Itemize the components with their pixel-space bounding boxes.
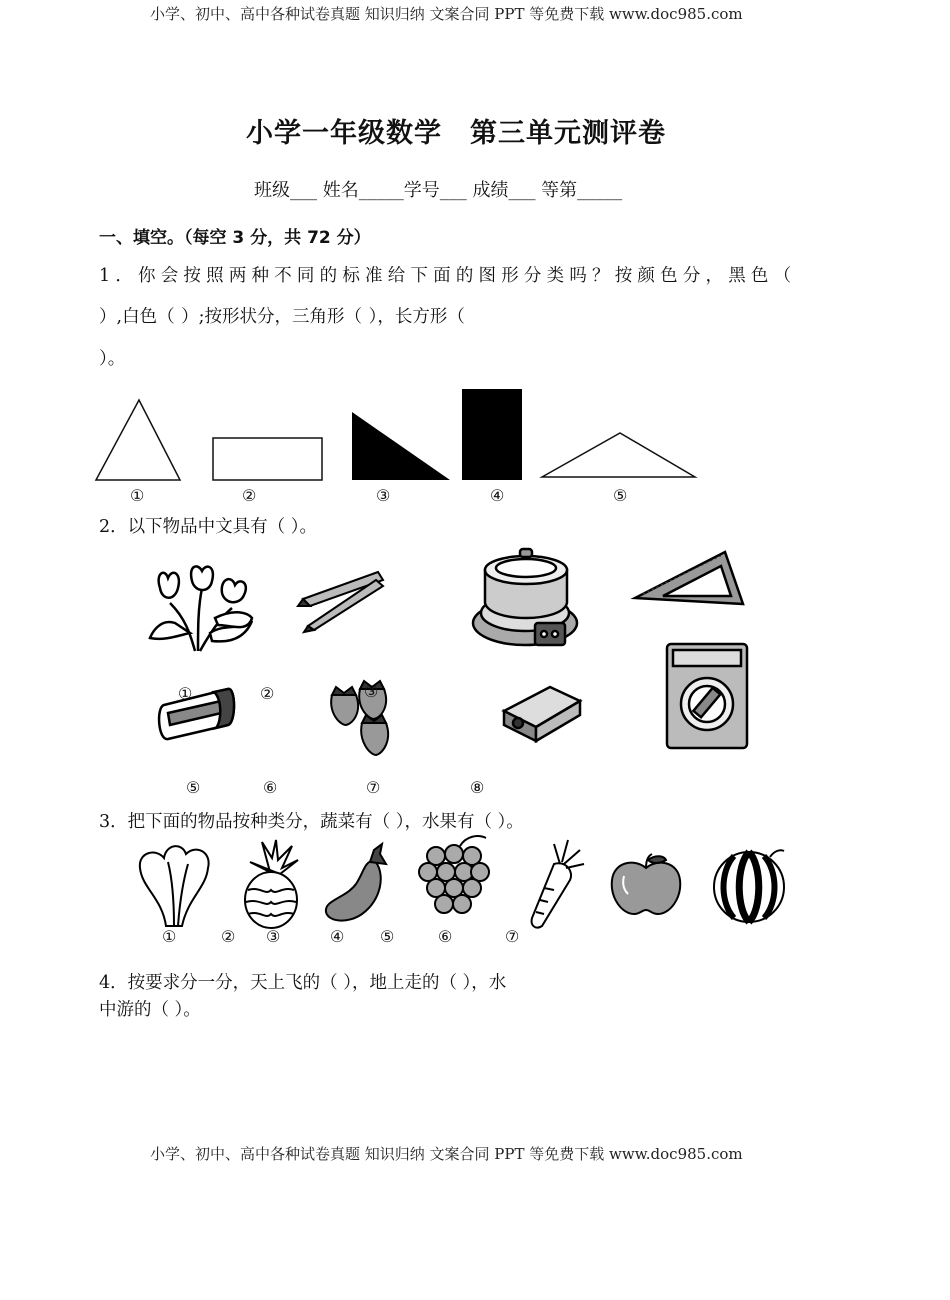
carrot-image	[524, 838, 588, 930]
student-info-line: 班级___ 姓名_____学号___ 成绩___ 等第_____	[254, 180, 623, 201]
q1-line3: ）。	[99, 349, 126, 369]
apple-image	[608, 852, 684, 918]
shape-label-3: ③	[376, 486, 391, 505]
q2-label-7: ⑦	[366, 778, 381, 797]
pencils-image	[298, 566, 393, 631]
q2-label-5: ⑤	[186, 778, 201, 797]
q4-line1: 4．按要求分一分，天上飞的（ ），地上走的（ ），水	[99, 973, 507, 993]
q3-label-6: ⑥	[438, 927, 453, 946]
q1-line2: ）,白色（ ）;按形状分，三角形（ ），长方形（	[99, 307, 465, 327]
q2-label-3: ③	[364, 682, 379, 701]
q1-line1: 1．你会按照两种不同的标准给下面的图形分类吗？按颜色分，黑色（	[99, 266, 797, 286]
grapes-image	[416, 832, 494, 922]
watermelon-image	[712, 845, 790, 925]
section-heading: 一、填空。（每空 3 分，共 72 分）	[99, 228, 371, 248]
q3-label-3: ③	[266, 927, 281, 946]
triangle-ruler-image	[633, 548, 748, 610]
page-title: 小学一年级数学 第三单元测评卷	[246, 118, 666, 149]
q3-label-1: ①	[162, 927, 177, 946]
q3-label-4: ④	[330, 927, 345, 946]
electric-cooker-image	[470, 545, 585, 655]
strawberries-image	[326, 673, 396, 758]
q2-label-2: ②	[260, 684, 275, 703]
shape-label-2: ②	[242, 486, 257, 505]
q3-label-2: ②	[221, 927, 236, 946]
shape-label-4: ④	[490, 486, 505, 505]
q2-label-1: ①	[178, 684, 193, 703]
shape-label-5: ⑤	[613, 486, 628, 505]
eraser-image	[156, 683, 238, 743]
washing-machine-image	[663, 640, 753, 752]
pineapple-image	[240, 838, 302, 930]
shape-label-1: ①	[130, 486, 145, 505]
q3-label-5: ⑤	[380, 927, 395, 946]
q4-line2: 中游的（ ）。	[99, 1000, 201, 1020]
page-header: 小学、初中、高中各种试卷真题 知识归纳 文案合同 PPT 等免费下载 www.doc985.com	[150, 5, 743, 23]
page-footer: 小学、初中、高中各种试卷真题 知识归纳 文案合同 PPT 等免费下载 www.doc985.com	[150, 1145, 743, 1163]
q3-label-7: ⑦	[505, 927, 520, 946]
q2-text: 2．以下物品中文具有（ ）。	[99, 517, 317, 537]
q2-label-8: ⑧	[470, 778, 485, 797]
cabbage-image	[136, 838, 214, 930]
q3-text: 3．把下面的物品按种类分，蔬菜有（ ），水果有（ ）。	[99, 812, 524, 832]
pencil-sharpener-image	[500, 683, 585, 745]
eggplant-image	[322, 840, 394, 926]
tulip-flowers-image	[140, 563, 255, 658]
q2-label-6: ⑥	[263, 778, 278, 797]
